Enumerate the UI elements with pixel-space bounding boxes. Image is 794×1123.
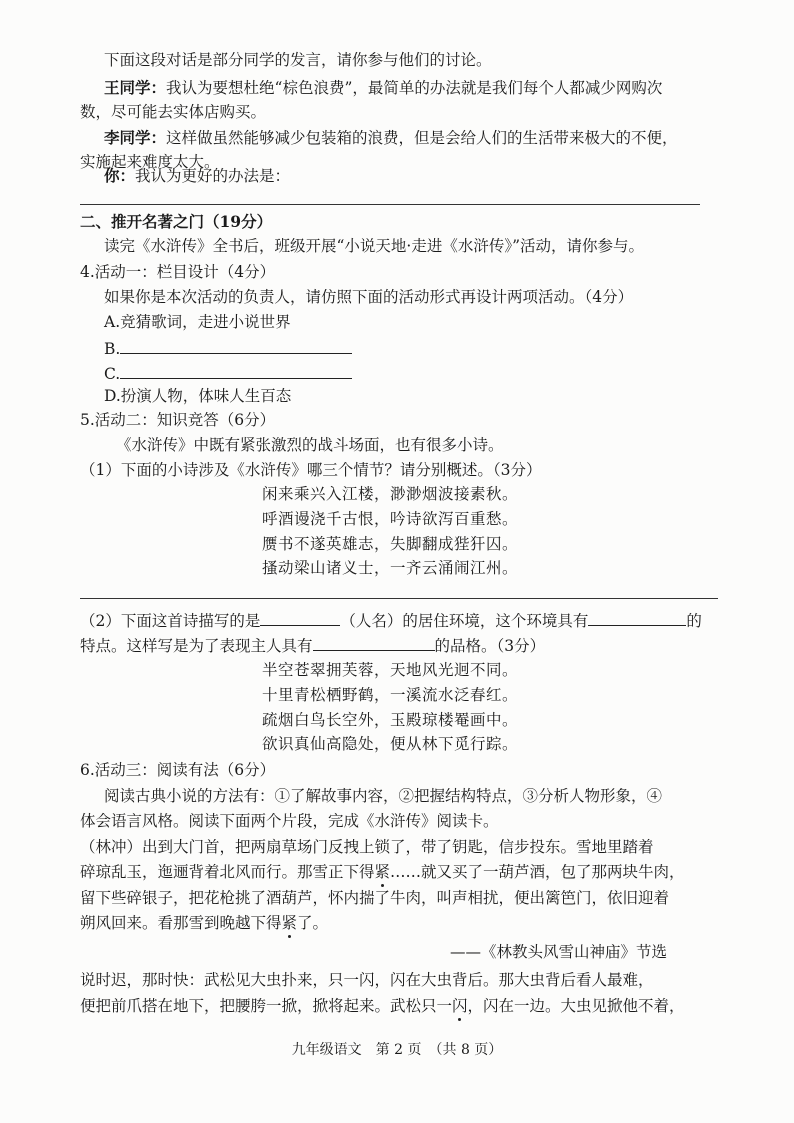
wang-line-2: 数，尽可能去实体店购买。 (80, 103, 267, 121)
q5-name-blank[interactable] (260, 609, 340, 626)
page-footer: 九年级语文 第 2 页 （共 8 页） (291, 1042, 503, 1058)
poem2-line-3: 疏烟白鸟长空外，玉殿琼楼罨画中。 (262, 711, 519, 729)
you-line (104, 166, 290, 186)
discussion-intro: 下面这段对话是部分同学的发言，请你参与他们的讨论。 (104, 51, 492, 69)
q4-option-b-blank[interactable] (120, 337, 352, 354)
passage1-line-1: （林冲）出到大门首，把两扇草场门反拽上锁了，带了钥匙，信步投东。雪地里踏着 (80, 838, 654, 856)
q6-title: 6.活动三：阅读有法（6分） (80, 761, 276, 779)
q4-option-d: D.扮演人物，体味人生百态 (104, 387, 292, 405)
passage1-line-3: 留下些碎银子，把花枪挑了酒葫芦，怀内揣了牛肉，叫声相扰，便出篱笆门，依旧迎着 (80, 889, 670, 907)
q6-intro-2: 体会语言风格。阅读下面两个片段，完成《水浒传》阅读卡。 (80, 812, 499, 830)
q4-option-c-blank[interactable] (120, 362, 352, 379)
passage1-line-4-a: 朔风回来。看那雪到晚越下得 (80, 914, 282, 932)
passage2-line-2-a: 便把前爪搭在地下，把腰胯一掀，掀将起来。武松只一 (80, 997, 453, 1015)
passage1-line-4 (80, 913, 328, 933)
q4-prompt: 如果你是本次活动的负责人，请仿照下面的活动形式再设计两项活动。（4分） (104, 288, 634, 306)
emphasized-char-jin-2: 紧 (281, 914, 298, 932)
you-text: 我认为更好的办法是： (135, 167, 291, 185)
q5-sub1: （1）下面的小诗涉及《水浒传》哪三个情节？请分别概述。（3分） (80, 461, 542, 479)
q5-sub2-b: （人名）的居住环境，这个环境具有 (340, 612, 589, 630)
q5-sub2-c: 的 (686, 612, 702, 630)
li-speaker: 李同学： (104, 128, 167, 147)
q5-intro: 《水浒传》中既有紧张激烈的战斗场面，也有很多小诗。 (116, 436, 504, 454)
q5-feature-blank[interactable] (588, 609, 686, 626)
q5-sub2-e: 的品格。（3分） (434, 637, 546, 655)
poem1-line-2: 呼酒谩浇千古恨，吟诗欲泻百重愁。 (262, 510, 519, 528)
q5-sub2-line-2 (80, 634, 545, 656)
passage2-line-2 (80, 996, 685, 1016)
poem1-line-4: 搔动梁山诸义士，一齐云涌闹江州。 (262, 559, 519, 577)
passage1-line-4-b: 了。 (297, 914, 329, 932)
passage1-line-2 (80, 862, 685, 882)
poem2-line-1: 半空苍翠拥芙蓉，天地风光迥不同。 (262, 661, 519, 679)
section-2-heading: 二、推开名著之门（19分） (80, 212, 273, 231)
q4-option-b (104, 337, 352, 359)
q5-title: 5.活动二：知识竞答（6分） (80, 411, 276, 429)
q4-title: 4.活动一：栏目设计（4分） (80, 263, 276, 281)
passage2-line-2-b: ，闪在一边。大虫见掀他不着， (467, 997, 685, 1015)
li-line-1 (104, 128, 678, 148)
q4-option-c-label: C. (104, 365, 121, 383)
passage1-source: ——《林教头风雪山神庙》节选 (450, 943, 668, 961)
q6-intro-1: 阅读古典小说的方法有：①了解故事内容，②把握结构特点，③分析人物形象，④ (104, 787, 663, 805)
q4-option-c (104, 362, 352, 384)
q5-sub2-a: （2）下面这首诗描写的是 (80, 612, 261, 630)
passage2-line-1: 说时迟，那时快：武松见大虫扑来，只一闪，闪在大虫背后。那大虫背后看人最难， (80, 971, 654, 989)
poem2-line-2: 十里青松栖野鹤，一溪流水泛春红。 (262, 686, 519, 704)
you-speaker: 你： (104, 166, 136, 185)
wang-speaker: 王同学： (104, 78, 167, 97)
poem2-line-4: 欲识真仙高隐处，便从林下觅行踪。 (262, 735, 519, 753)
q4-option-b-label: B. (104, 340, 121, 358)
answer-line-discussion[interactable] (80, 204, 700, 205)
q4-option-a: A.竞猜歌词，走进小说世界 (104, 313, 291, 331)
poem1-line-3: 赝书不遂英雄志，失脚翻成狴犴囚。 (262, 535, 519, 553)
li-line-2: 实施起来难度太大。 (80, 153, 220, 171)
poem1-line-1: 闲来乘兴入江楼，渺渺烟波接素秋。 (262, 485, 519, 503)
passage1-line-2-b: ……就又买了一葫芦酒，包了那两块牛肉， (390, 863, 685, 881)
section-2-intro: 读完《水浒传》全书后，班级开展“小说天地·走进《水浒传》”活动，请你参与。 (104, 237, 645, 255)
emphasized-char-jin-1: 紧 (374, 863, 391, 881)
answer-line-q5-1[interactable] (80, 598, 718, 599)
q5-quality-blank[interactable] (313, 634, 435, 651)
wang-text-1: 我认为要想杜绝“棕色浪费”，最简单的办法就是我们每个人都减少网购次 (166, 79, 663, 97)
wang-line-1 (104, 78, 662, 98)
q5-sub2-d: 特点。这样写是为了表现主人具有 (80, 637, 313, 655)
emphasized-char-shan: 闪 (452, 997, 468, 1015)
passage1-line-2-a: 碎琼乱玉，迤逦背着北风而行。那雪正下得 (80, 863, 375, 881)
li-text-1: 这样做虽然能够减少包装箱的浪费，但是会给人们的生活带来极大的不便， (166, 129, 678, 147)
q5-sub2-line-1 (80, 609, 702, 631)
